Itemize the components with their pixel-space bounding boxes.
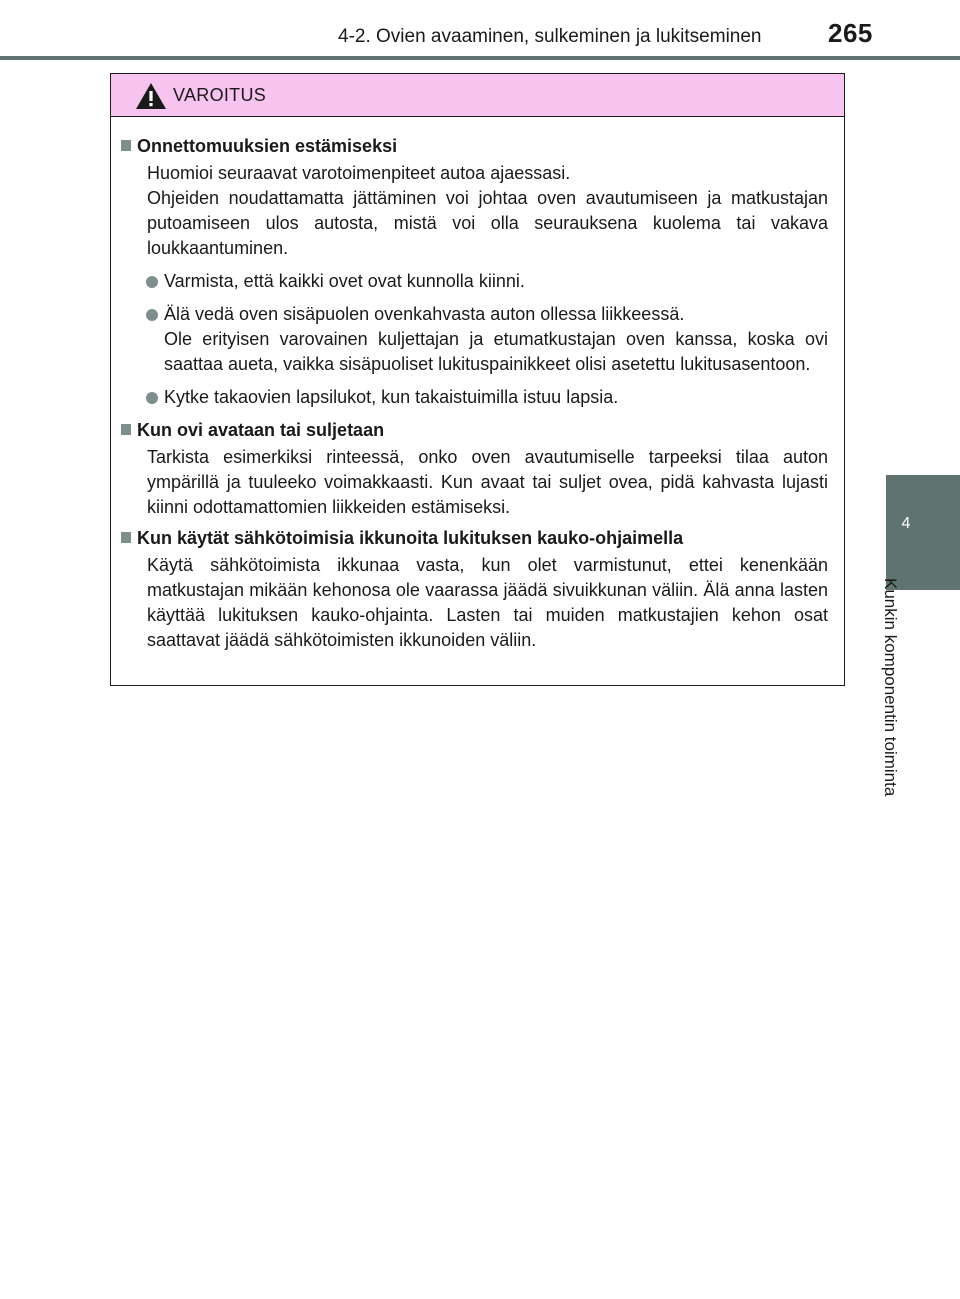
list-item-text: Varmista, että kaikki ovet ovat kunnolla kiinni. bbox=[164, 271, 525, 291]
square-bullet-icon bbox=[121, 140, 131, 151]
warning-body bbox=[111, 116, 844, 685]
chapter-label bbox=[880, 568, 920, 848]
warning-header bbox=[111, 74, 844, 117]
chapter-number: 4 bbox=[901, 515, 911, 532]
header-rule bbox=[0, 56, 960, 60]
paragraph-text: Ohjeiden noudattamatta jättäminen voi johtaa oven avautumiseen ja matkustajan putoamiseen ulos autosta, mistä voi olla seurauksena kuolema tai vakava loukkaantuminen. bbox=[147, 188, 828, 258]
paragraph: Tarkista esimerkiksi rinteessä, onko oven avautumiselle tarpeeksi tilaa auton ympärillä ja tuuleeko voimakkaasti. Kun avaat tai suljet ovea, pidä kahvasta lujasti kiinni odottamattomien liikkeiden estämiseksi. bbox=[147, 447, 828, 517]
section-heading bbox=[121, 526, 828, 551]
list-item bbox=[146, 302, 828, 377]
round-bullet-icon bbox=[146, 276, 158, 288]
list-item-detail: Ole erityisen varovainen kuljettajan ja etumatkustajan oven kanssa, koska ovi saattaa aueta, vaikka sisäpuoliset lukituspainikkeet olisi asetettu lukitusasentoon. bbox=[164, 329, 828, 374]
paragraph: Käytä sähkötoimista ikkunaa vasta, kun olet varmistunut, ettei kenenkään matkustajan mikään kehonosa ole vaarassa jäädä sivuikkunan väliin. Älä anna lasten käyttää lukituksen kauko-ohjainta. Lasten tai muiden matkustajien kehon osat saattavat jäädä sähkötoimisten ikkunoiden väliin. bbox=[147, 555, 828, 650]
section-heading-text: Kun käytät sähkötoimisia ikkunoita lukituksen kauko-ohjaimella bbox=[137, 528, 684, 548]
warning-label: VAROITUS bbox=[173, 85, 267, 105]
list-item bbox=[146, 385, 828, 410]
square-bullet-icon bbox=[121, 532, 131, 543]
list-item-text: Kytke takaovien lapsilukot, kun takaistuimilla istuu lapsia. bbox=[164, 387, 619, 407]
list-item bbox=[146, 269, 828, 294]
page-header bbox=[0, 0, 960, 60]
section-heading bbox=[121, 418, 828, 443]
list-item-text: Älä vedä oven sisäpuolen ovenkahvasta auton ollessa liikkeessä. bbox=[164, 304, 685, 324]
paragraph-line: Huomioi seuraavat varotoimenpiteet autoa ajaessasi. bbox=[147, 163, 571, 183]
chapter-title: Kunkin komponentin toiminta bbox=[881, 578, 900, 797]
square-bullet-icon bbox=[121, 424, 131, 435]
section-heading-text: Kun ovi avataan tai suljetaan bbox=[137, 420, 385, 440]
section-heading bbox=[121, 134, 828, 159]
section-title: 4-2. Ovien avaaminen, sulkeminen ja lukitseminen bbox=[338, 26, 762, 47]
warning-box bbox=[110, 73, 845, 686]
page-number: 265 bbox=[828, 18, 873, 48]
round-bullet-icon bbox=[146, 309, 158, 321]
warning-triangle-icon bbox=[135, 82, 167, 110]
round-bullet-icon bbox=[146, 392, 158, 404]
section-heading-text: Onnettomuuksien estämiseksi bbox=[137, 136, 398, 156]
paragraph bbox=[147, 161, 828, 261]
